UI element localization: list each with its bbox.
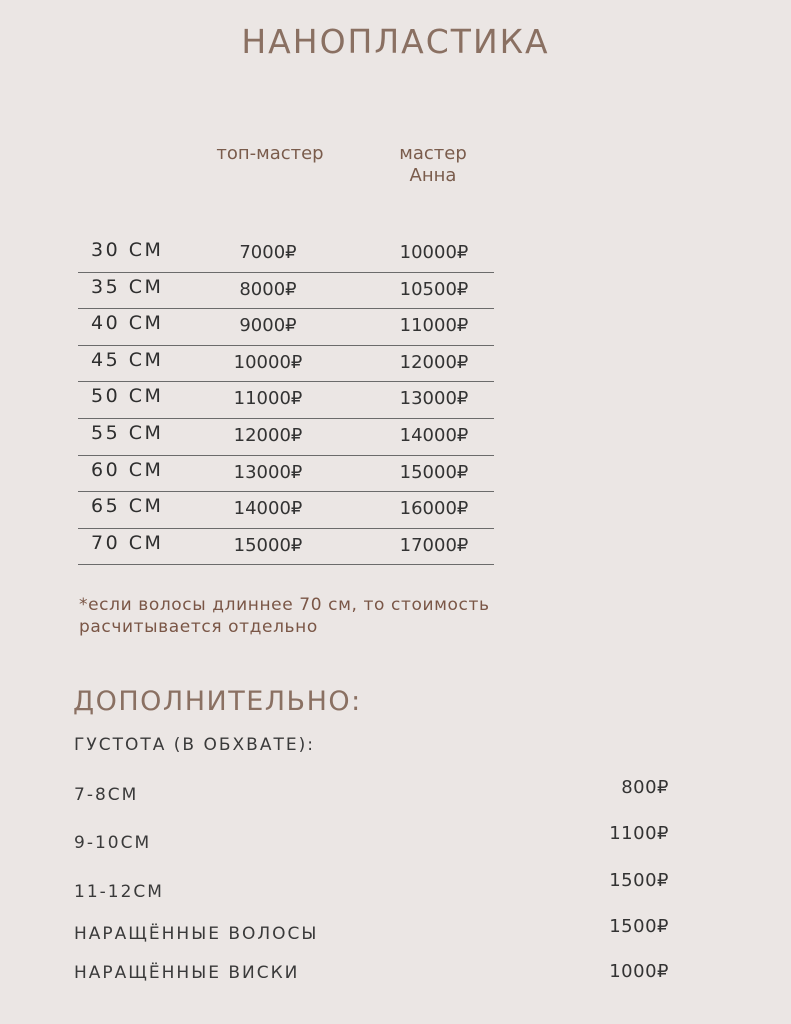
master-anna-price: 12000₽ (399, 351, 469, 373)
master-anna-price: 10000₽ (399, 242, 469, 263)
top-master-price: 9000₽ (239, 315, 297, 337)
extra-item-label: 11-12СМ (74, 882, 164, 902)
master-anna-price: 13000₽ (399, 388, 469, 410)
length-cell: 55 СМ (91, 421, 164, 444)
extra-item-price: 1000₽ (609, 961, 669, 982)
column-header-top-master: топ-мастер (216, 143, 324, 164)
extra-item-label: 7-8СМ (74, 785, 139, 805)
top-master-price: 10000₽ (233, 351, 303, 373)
master-anna-price: 10500₽ (399, 278, 469, 300)
table-row (78, 309, 494, 346)
density-title: ГУСТОТА (В ОБХВАТЕ): (74, 735, 315, 755)
top-master-price: 11000₽ (233, 388, 303, 410)
page-title: НАНОПЛАСТИКА (241, 22, 550, 61)
length-cell: 35 СМ (91, 275, 164, 298)
extra-item-price: 1500₽ (609, 916, 669, 937)
column-header-master-anna: мастер Анна (399, 143, 467, 186)
table-row (78, 419, 494, 456)
price-table (78, 236, 494, 565)
table-row (78, 382, 494, 419)
length-cell: 30 СМ (91, 239, 164, 261)
length-cell: 40 СМ (91, 312, 164, 335)
top-master-price: 7000₽ (239, 242, 297, 263)
table-row (78, 236, 494, 273)
master-anna-price: 15000₽ (399, 461, 469, 483)
extra-item-label: НАРАЩЁННЫЕ ВОЛОСЫ (74, 924, 319, 944)
top-master-price: 14000₽ (233, 498, 303, 520)
table-row (78, 492, 494, 529)
extra-item-price: 800₽ (621, 777, 669, 798)
length-note: *если волосы длиннее 70 см, то стоимость расчитывается отдельно (79, 595, 490, 637)
top-master-price: 13000₽ (233, 461, 303, 483)
length-cell: 60 СМ (91, 458, 164, 481)
top-master-price: 12000₽ (233, 424, 303, 446)
length-cell: 45 СМ (91, 348, 164, 371)
top-master-price: 8000₽ (239, 278, 297, 300)
extra-section-title: ДОПОЛНИТЕЛЬНО: (73, 686, 362, 717)
extra-item-price: 1500₽ (609, 870, 669, 891)
master-anna-price: 17000₽ (399, 534, 469, 556)
table-row (78, 529, 494, 566)
extra-item-price: 1100₽ (609, 823, 669, 844)
master-anna-price: 14000₽ (399, 424, 469, 446)
table-row (78, 346, 494, 383)
master-anna-price: 11000₽ (399, 315, 469, 337)
extra-item-label: 9-10СМ (74, 833, 152, 853)
extra-item-label: НАРАЩЁННЫЕ ВИСКИ (74, 963, 300, 983)
table-row (78, 273, 494, 310)
master-anna-price: 16000₽ (399, 498, 469, 520)
length-cell: 50 СМ (91, 385, 164, 408)
length-cell: 65 СМ (91, 495, 164, 518)
table-row (78, 456, 494, 493)
length-cell: 70 СМ (91, 531, 164, 554)
top-master-price: 15000₽ (233, 534, 303, 556)
